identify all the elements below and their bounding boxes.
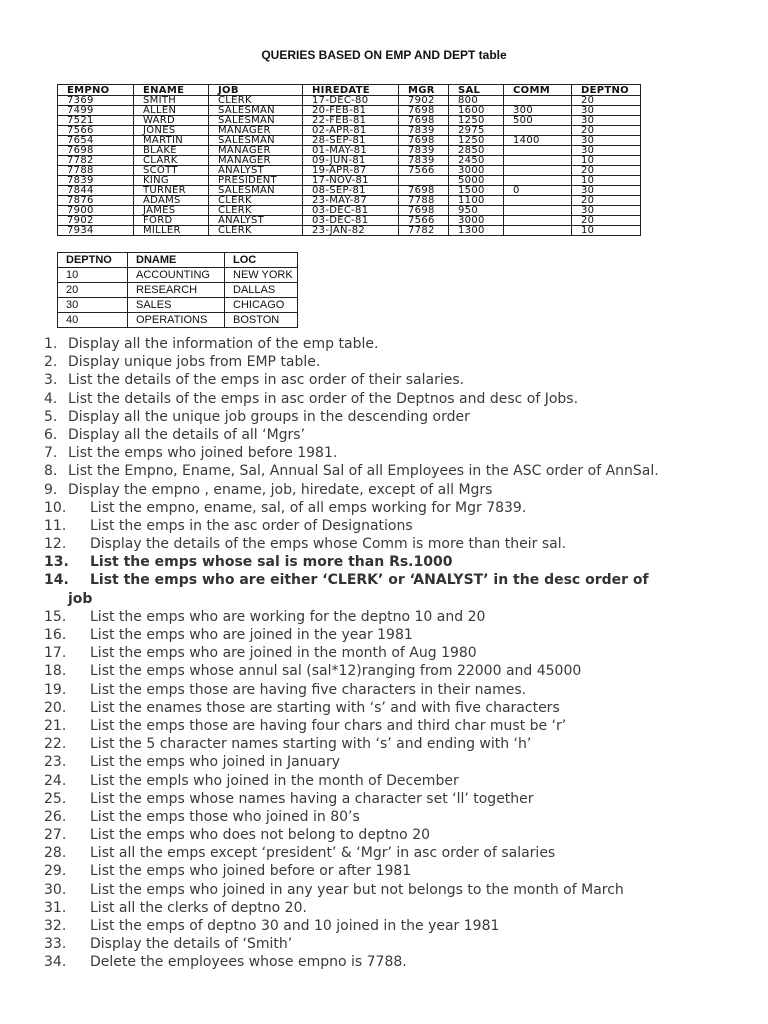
emp-cell-deptno: 20 xyxy=(572,216,641,226)
emp-header-ename: ENAME xyxy=(134,85,209,96)
query-text: List the emps those who joined in 80’s xyxy=(90,808,360,825)
emp-cell-deptno: 10 xyxy=(572,156,641,166)
query-number: 9. xyxy=(44,481,58,498)
emp-cell-job: CLERK xyxy=(209,226,303,236)
query-text: List the emps those are having four chars and third char must be ‘r’ xyxy=(90,717,567,734)
query-number: 28. xyxy=(44,845,67,862)
emp-cell-job: SALESMAN xyxy=(209,116,303,126)
query-text: List the emps whose names having a character set ‘ll’ together xyxy=(90,790,534,807)
emp-header-sal: SAL xyxy=(449,85,504,96)
dept-cell-loc: DALLAS xyxy=(225,283,298,298)
emp-table-row xyxy=(58,216,641,226)
emp-cell-job: MANAGER xyxy=(209,156,303,166)
emp-cell-sal: 1500 xyxy=(449,186,504,196)
emp-cell-comm xyxy=(504,216,572,226)
emp-cell-hiredate: 22-FEB-81 xyxy=(303,116,399,126)
query-number: 31. xyxy=(44,899,67,916)
emp-cell-job: SALESMAN xyxy=(209,186,303,196)
query-text: List the empno, ename, sal, of all emps working for Mgr 7839. xyxy=(90,499,527,516)
emp-cell-job: ANALYST xyxy=(209,216,303,226)
emp-cell-mgr: 7698 xyxy=(399,186,449,196)
emp-cell-mgr: 7566 xyxy=(399,216,449,226)
emp-cell-mgr: 7698 xyxy=(399,116,449,126)
emp-cell-empno: 7782 xyxy=(58,156,134,166)
emp-cell-hiredate: 20-FEB-81 xyxy=(303,106,399,116)
emp-cell-ename: ALLEN xyxy=(134,106,209,116)
emp-cell-sal: 2450 xyxy=(449,156,504,166)
emp-cell-hiredate: 09-JUN-81 xyxy=(303,156,399,166)
query-item xyxy=(0,772,740,790)
query-number: 20. xyxy=(44,699,67,716)
query-text: List all the emps except ‘president’ & ‘Mgr’ in asc order of salaries xyxy=(90,845,556,862)
dept-header-deptno: DEPTNO xyxy=(58,253,128,268)
emp-cell-sal: 2850 xyxy=(449,146,504,156)
emp-cell-sal: 1250 xyxy=(449,136,504,146)
emp-cell-empno: 7902 xyxy=(58,216,134,226)
emp-cell-mgr: 7839 xyxy=(399,146,449,156)
emp-cell-hiredate: 23-MAY-87 xyxy=(303,196,399,206)
query-text: Display the details of the emps whose Comm is more than their sal. xyxy=(90,536,567,553)
query-number: 7. xyxy=(44,445,58,462)
query-text: List the emps who are either ‘CLERK’ or ‘ANALYST’ in the desc order of xyxy=(90,572,649,589)
emp-cell-comm: 1400 xyxy=(504,136,572,146)
emp-cell-comm xyxy=(504,96,572,106)
emp-table-row xyxy=(58,186,641,196)
emp-cell-mgr: 7782 xyxy=(399,226,449,236)
query-number: 16. xyxy=(44,627,67,644)
query-number: 26. xyxy=(44,808,67,825)
dept-table-header-row xyxy=(58,253,298,268)
query-text: List the emps who joined before 1981. xyxy=(68,445,338,462)
dept-cell-dname: ACCOUNTING xyxy=(128,268,225,283)
emp-table-row xyxy=(58,226,641,236)
emp-cell-comm xyxy=(504,146,572,156)
emp-cell-empno: 7654 xyxy=(58,136,134,146)
emp-cell-job: MANAGER xyxy=(209,126,303,136)
query-item xyxy=(0,608,740,626)
emp-table-header-row xyxy=(58,85,641,96)
emp-cell-empno: 7934 xyxy=(58,226,134,236)
emp-cell-ename: FORD xyxy=(134,216,209,226)
dept-table-row xyxy=(58,268,298,283)
emp-cell-comm xyxy=(504,206,572,216)
emp-cell-job: SALESMAN xyxy=(209,136,303,146)
dept-cell-deptno: 40 xyxy=(58,313,128,328)
dept-cell-loc: BOSTON xyxy=(225,313,298,328)
query-number: 19. xyxy=(44,681,67,698)
emp-cell-ename: MILLER xyxy=(134,226,209,236)
query-number: 1. xyxy=(44,336,58,352)
emp-cell-ename: BLAKE xyxy=(134,146,209,156)
emp-cell-comm xyxy=(504,156,572,166)
emp-cell-hiredate: 28-SEP-81 xyxy=(303,136,399,146)
query-text: List the emps those are having five characters in their names. xyxy=(90,681,527,698)
query-number: 33. xyxy=(44,936,67,953)
emp-cell-sal: 950 xyxy=(449,206,504,216)
emp-cell-hiredate: 01-MAY-81 xyxy=(303,146,399,156)
query-text: List the emps who joined in any year but not belongs to the month of March xyxy=(90,881,624,898)
emp-cell-mgr: 7698 xyxy=(399,106,449,116)
query-number: 30. xyxy=(44,881,67,898)
query-item xyxy=(0,353,740,371)
emp-cell-ename: TURNER xyxy=(134,186,209,196)
query-text: List the emps who are working for the deptno 10 and 20 xyxy=(90,608,486,625)
emp-header-comm: COMM xyxy=(504,85,572,96)
emp-cell-deptno: 30 xyxy=(572,146,641,156)
query-text: Display all the unique job groups in the descending order xyxy=(68,408,470,425)
dept-cell-dname: RESEARCH xyxy=(128,283,225,298)
emp-table-row xyxy=(58,176,641,186)
emp-cell-deptno: 10 xyxy=(572,176,641,186)
emp-header-hiredate: HIREDATE xyxy=(303,85,399,96)
emp-cell-ename: ADAMS xyxy=(134,196,209,206)
query-item xyxy=(0,735,740,753)
query-item xyxy=(0,426,740,444)
emp-header-job: JOB xyxy=(209,85,303,96)
emp-cell-mgr: 7566 xyxy=(399,166,449,176)
query-item xyxy=(0,808,740,826)
query-item xyxy=(0,953,740,971)
dept-header-loc: LOC xyxy=(225,253,298,268)
emp-cell-job: CLERK xyxy=(209,96,303,106)
emp-cell-sal: 1250 xyxy=(449,116,504,126)
query-number: 6. xyxy=(44,426,58,443)
emp-table-row xyxy=(58,206,641,216)
query-number: 8. xyxy=(44,463,58,480)
emp-header-mgr: MGR xyxy=(399,85,449,96)
query-text: List the 5 character names starting with ‘s’ and ending with ‘h’ xyxy=(90,736,532,753)
emp-table-row xyxy=(58,146,641,156)
emp-cell-hiredate: 03-DEC-81 xyxy=(303,206,399,216)
emp-cell-comm: 0 xyxy=(504,186,572,196)
emp-cell-job: MANAGER xyxy=(209,146,303,156)
query-number: 13. xyxy=(44,554,69,571)
emp-table-row xyxy=(58,196,641,206)
query-text: List the enames those are starting with ‘s’ and with five characters xyxy=(90,699,560,716)
dept-table-row xyxy=(58,298,298,313)
query-number: 2. xyxy=(44,354,58,371)
emp-table-row xyxy=(58,156,641,166)
emp-cell-ename: SCOTT xyxy=(134,166,209,176)
query-text: List the details of the emps in asc order of their salaries. xyxy=(68,372,465,389)
emp-cell-ename: JONES xyxy=(134,126,209,136)
dept-header-dname: DNAME xyxy=(128,253,225,268)
dept-table-row xyxy=(58,283,298,298)
emp-cell-empno: 7566 xyxy=(58,126,134,136)
emp-table-row xyxy=(58,126,641,136)
query-text: List the Empno, Ename, Sal, Annual Sal of all Employees in the ASC order of AnnSal. xyxy=(68,463,659,480)
query-number: 24. xyxy=(44,772,67,789)
query-number: 18. xyxy=(44,663,67,680)
query-number: 21. xyxy=(44,717,67,734)
query-text: List the empls who joined in the month of December xyxy=(90,772,459,789)
emp-cell-hiredate: 17-DEC-80 xyxy=(303,96,399,106)
query-item xyxy=(0,444,740,462)
query-text: List the emps who does not belong to deptno 20 xyxy=(90,827,431,844)
emp-header-empno: EMPNO xyxy=(58,85,134,96)
query-number: 4. xyxy=(44,390,58,407)
dept-cell-loc: NEW YORK xyxy=(225,268,298,283)
emp-cell-sal: 3000 xyxy=(449,166,504,176)
dept-cell-deptno: 30 xyxy=(58,298,128,313)
query-text: Delete the employees whose empno is 7788. xyxy=(90,954,407,971)
emp-cell-ename: KING xyxy=(134,176,209,186)
emp-cell-comm xyxy=(504,126,572,136)
query-number: 34. xyxy=(44,954,67,971)
emp-table-row xyxy=(58,116,641,126)
query-text: List the emps who joined before or after 1981 xyxy=(90,863,412,880)
emp-cell-ename: SMITH xyxy=(134,96,209,106)
emp-table-row xyxy=(58,106,641,116)
dept-cell-deptno: 20 xyxy=(58,283,128,298)
emp-cell-hiredate: 08-SEP-81 xyxy=(303,186,399,196)
dept-cell-deptno: 10 xyxy=(58,268,128,283)
emp-cell-comm xyxy=(504,196,572,206)
query-text: List the emps whose annul sal (sal*12)ranging from 22000 and 45000 xyxy=(90,663,582,680)
emp-cell-empno: 7876 xyxy=(58,196,134,206)
query-list xyxy=(0,335,740,972)
query-number: 23. xyxy=(44,754,67,771)
emp-cell-deptno: 30 xyxy=(572,106,641,116)
emp-cell-comm xyxy=(504,226,572,236)
emp-cell-sal: 3000 xyxy=(449,216,504,226)
query-number: 5. xyxy=(44,408,58,425)
emp-cell-empno: 7788 xyxy=(58,166,134,176)
emp-cell-ename: JAMES xyxy=(134,206,209,216)
emp-table-body xyxy=(58,96,641,236)
emp-table xyxy=(57,84,641,236)
query-text: Display all the information of the emp table. xyxy=(68,336,379,352)
emp-cell-sal: 2975 xyxy=(449,126,504,136)
query-text: List the emps who joined in January xyxy=(90,754,341,771)
emp-cell-job: PRESIDENT xyxy=(209,176,303,186)
emp-cell-comm: 500 xyxy=(504,116,572,126)
query-number: 12. xyxy=(44,536,67,553)
emp-cell-hiredate: 17-NOV-81 xyxy=(303,176,399,186)
query-item xyxy=(0,917,740,935)
emp-cell-mgr: 7698 xyxy=(399,136,449,146)
emp-cell-empno: 7499 xyxy=(58,106,134,116)
query-item xyxy=(0,371,740,389)
emp-cell-hiredate: 23-JAN-82 xyxy=(303,226,399,236)
query-text: List the details of the emps in asc order of the Deptnos and desc of Jobs. xyxy=(68,390,579,407)
query-number: 25. xyxy=(44,790,67,807)
dept-table-body xyxy=(58,268,298,328)
emp-cell-mgr: 7698 xyxy=(399,206,449,216)
query-item xyxy=(0,681,740,699)
query-item xyxy=(0,390,740,408)
emp-cell-deptno: 20 xyxy=(572,196,641,206)
emp-cell-hiredate: 19-APR-87 xyxy=(303,166,399,176)
query-item xyxy=(0,626,740,644)
query-item xyxy=(0,499,740,517)
query-text: Display unique jobs from EMP table. xyxy=(68,354,321,371)
dept-cell-loc: CHICAGO xyxy=(225,298,298,313)
query-item xyxy=(0,881,740,899)
emp-cell-hiredate: 02-APR-81 xyxy=(303,126,399,136)
emp-cell-sal: 1100 xyxy=(449,196,504,206)
query-number: 32. xyxy=(44,918,67,935)
query-item xyxy=(0,753,740,771)
emp-cell-sal: 1600 xyxy=(449,106,504,116)
query-item xyxy=(0,535,740,553)
emp-cell-sal: 800 xyxy=(449,96,504,106)
query-item xyxy=(0,662,740,680)
emp-cell-empno: 7900 xyxy=(58,206,134,216)
query-item xyxy=(0,935,740,953)
query-number: 29. xyxy=(44,863,67,880)
query-item xyxy=(0,644,740,662)
query-number: 22. xyxy=(44,736,67,753)
emp-cell-mgr: 7902 xyxy=(399,96,449,106)
query-item xyxy=(0,899,740,917)
query-item xyxy=(0,826,740,844)
emp-cell-empno: 7521 xyxy=(58,116,134,126)
query-item xyxy=(0,517,740,535)
query-text-continuation: job xyxy=(68,590,93,607)
emp-cell-empno: 7844 xyxy=(58,186,134,196)
emp-table-row xyxy=(58,166,641,176)
emp-cell-mgr: 7788 xyxy=(399,196,449,206)
query-number: 10. xyxy=(44,499,67,516)
query-text: List the emps who are joined in the year 1981 xyxy=(90,627,413,644)
query-item xyxy=(0,481,740,499)
dept-table-row xyxy=(58,313,298,328)
query-number: 14. xyxy=(44,572,69,589)
emp-cell-job: CLERK xyxy=(209,196,303,206)
query-text: Display the empno , ename, job, hiredate, except of all Mgrs xyxy=(68,481,493,498)
query-text: List the emps in the asc order of Designations xyxy=(90,517,413,534)
emp-cell-comm xyxy=(504,166,572,176)
emp-cell-ename: MARTIN xyxy=(134,136,209,146)
emp-cell-sal: 1300 xyxy=(449,226,504,236)
emp-table-row xyxy=(58,96,641,106)
emp-cell-empno: 7839 xyxy=(58,176,134,186)
query-text: Display all the details of all ‘Mgrs’ xyxy=(68,426,306,443)
emp-cell-job: ANALYST xyxy=(209,166,303,176)
query-text: List the emps of deptno 30 and 10 joined in the year 1981 xyxy=(90,918,500,935)
emp-cell-deptno: 20 xyxy=(572,126,641,136)
query-number: 3. xyxy=(44,372,58,389)
query-number: 17. xyxy=(44,645,67,662)
emp-cell-deptno: 10 xyxy=(572,226,641,236)
emp-cell-ename: WARD xyxy=(134,116,209,126)
emp-cell-job: CLERK xyxy=(209,206,303,216)
emp-cell-comm xyxy=(504,176,572,186)
query-number: 11. xyxy=(44,517,67,534)
query-item xyxy=(0,717,740,735)
emp-cell-deptno: 30 xyxy=(572,186,641,196)
query-item xyxy=(0,408,740,426)
emp-cell-deptno: 20 xyxy=(572,96,641,106)
emp-cell-deptno: 30 xyxy=(572,136,641,146)
emp-cell-hiredate: 03-DEC-81 xyxy=(303,216,399,226)
query-item xyxy=(0,699,740,717)
emp-cell-empno: 7698 xyxy=(58,146,134,156)
emp-table-row xyxy=(58,136,641,146)
query-number: 15. xyxy=(44,608,67,625)
emp-cell-deptno: 30 xyxy=(572,206,641,216)
query-text: List the emps whose sal is more than Rs.1000 xyxy=(90,554,453,571)
dept-cell-dname: OPERATIONS xyxy=(128,313,225,328)
emp-cell-sal: 5000 xyxy=(449,176,504,186)
emp-cell-empno: 7369 xyxy=(58,96,134,106)
emp-cell-comm: 300 xyxy=(504,106,572,116)
dept-cell-dname: SALES xyxy=(128,298,225,313)
query-item xyxy=(0,553,740,571)
emp-header-deptno: DEPTNO xyxy=(572,85,641,96)
emp-cell-job: SALESMAN xyxy=(209,106,303,116)
query-item xyxy=(0,862,740,880)
emp-cell-mgr xyxy=(399,176,449,186)
query-item xyxy=(0,335,740,353)
query-text: List all the clerks of deptno 20. xyxy=(90,899,307,916)
emp-cell-deptno: 30 xyxy=(572,116,641,126)
page-title: QUERIES BASED ON EMP AND DEPT table xyxy=(261,48,507,62)
emp-cell-deptno: 20 xyxy=(572,166,641,176)
query-text: Display the details of ‘Smith’ xyxy=(90,936,293,953)
query-item xyxy=(0,844,740,862)
emp-cell-mgr: 7839 xyxy=(399,126,449,136)
emp-cell-ename: CLARK xyxy=(134,156,209,166)
query-text: List the emps who are joined in the month of Aug 1980 xyxy=(90,645,477,662)
emp-cell-mgr: 7839 xyxy=(399,156,449,166)
query-number: 27. xyxy=(44,827,67,844)
dept-table xyxy=(57,252,298,328)
query-item xyxy=(0,462,740,480)
query-item xyxy=(0,790,740,808)
query-item xyxy=(0,571,740,607)
